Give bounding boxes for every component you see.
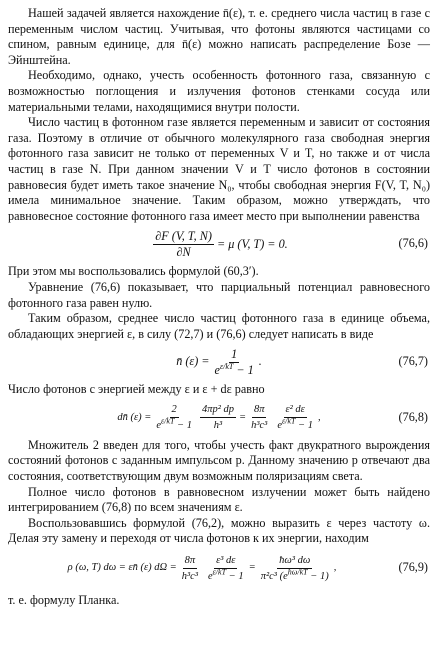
equation-end: , — [333, 562, 337, 574]
equation-lhs: ρ (ω, T) dω = εn̄ (ε) dΩ = — [67, 562, 177, 574]
equation-76-7-formula — [176, 348, 262, 377]
equation-76-9 — [8, 547, 430, 589]
exp-power: ε/kT — [219, 361, 234, 371]
minus-one: − 1 — [310, 570, 326, 582]
denominator-prefix: π²c³ — [260, 570, 277, 582]
exp-base: e — [156, 420, 162, 432]
paragraph-variable-particle-number: Число частиц в фотонном газе является переменным и зависит от состояния газа. Поэтому в отличие от обычного молекулярного газа свободная энергия фотонного газа зависит не только от переменных V и T, но также и от числа частиц в газе N. При данном значении V и T число фотонов в состоянии равновесия будет иметь такое значение N₀, чтобы свободная энергия F(V, T, N₀) имела минимальное значение. Таким образом, можно утверждать, что равновесное состояние фотонного газа имеет место при выполнении равенства — [8, 115, 430, 223]
equation-76-7 — [8, 342, 430, 382]
fraction-numerator: 8π — [183, 554, 198, 569]
exp-base: e — [207, 570, 213, 582]
exp-power: ε/kT — [282, 416, 296, 426]
paragraph-formula-reference: При этом мы воспользовались формулой (60,3′). — [8, 264, 259, 279]
fraction-3 — [249, 403, 269, 432]
minus-one: − 1 — [236, 362, 254, 377]
equals-sign: = — [239, 412, 247, 424]
paragraph-frequency-substitution: Воспользовавшись формулой (76,2), можно выразить ε через частоту ω. Делая эту замену и переходя от числа фотонов к их энергии, находим — [8, 515, 430, 546]
equals-sign: = — [248, 562, 256, 574]
paragraph-zero-potential: Уравнение (76,6) показывает, что парциальный потенциал равновесного фотонного газа равен нулю. — [8, 279, 430, 310]
fraction-3 — [259, 554, 331, 583]
minus-one: − 1 — [228, 570, 244, 582]
fraction-1 — [154, 403, 194, 432]
fraction-denominator — [154, 418, 194, 432]
fraction-2 — [206, 554, 246, 583]
fraction-numerator: 2 — [170, 403, 179, 418]
equation-number: (76,8) — [398, 410, 428, 425]
fraction-denominator: h³ — [213, 420, 223, 432]
exp-base: e — [277, 420, 283, 432]
fraction-denominator — [206, 569, 246, 583]
paragraph-bose-einstein: Нашей задачей является нахождение n̄(ε), т. е. среднего числа частиц в газе с переменным числом частиц. Учитывая, что фотоны являются частицами со спином, равным единице, для n̄(ε) можно написать распределение Бозе — Эйнштейна. — [8, 6, 430, 67]
fraction-denominator — [275, 418, 315, 432]
equation-76-8 — [8, 398, 430, 438]
fraction-denominator: h³c³ — [251, 420, 268, 432]
fraction-numerator: ∂F (V, T, N) — [155, 228, 212, 243]
fraction-4 — [275, 403, 315, 432]
equation-end: . — [258, 354, 262, 369]
fraction-2 — [200, 403, 236, 432]
equation-76-6 — [8, 224, 430, 264]
fraction-numerator: ε³ dε — [214, 554, 237, 569]
equation-number: (76,9) — [398, 560, 428, 575]
paragraph-planck-formula: т. е. формулу Планка. — [8, 593, 120, 608]
equation-76-9-formula — [68, 554, 337, 583]
exp-base: e — [214, 362, 220, 377]
equation-76-6-formula — [150, 230, 287, 259]
equation-lhs: dn̄ (ε) = — [117, 412, 152, 424]
fraction-numerator: 8π — [252, 403, 267, 418]
paragraph-photon-gas-feature: Необходимо, однако, учесть особенность фотонного газа, связанную с возможностью поглощения и излучения фотонов стенками сосуда или материальными телами, находящимися внутри полости. — [8, 68, 430, 114]
fraction-denominator — [213, 363, 256, 377]
equation-number: (76,7) — [398, 354, 428, 369]
fraction-denominator: ∂N — [176, 244, 191, 259]
fraction-numerator: ħω³ dω — [277, 554, 312, 569]
fraction-numerator: ε² dε — [284, 403, 307, 418]
equation-76-8-formula — [117, 403, 320, 432]
bose-fraction — [213, 348, 256, 377]
minus-one: − 1 — [177, 420, 192, 432]
exp-power: ħω/kT — [287, 567, 308, 577]
paragraph-mean-number: Таким образом, среднее число частиц фотонного газа в единице объема, обладающих энергией ε, в силу (72,7) и (76,6) следует написать в виде — [8, 311, 430, 341]
fraction-denominator: π²c³ $(e^{ħ\omega/kT} - 1)$ — [260, 567, 329, 582]
equation-rhs: = μ (V, T) = 0. — [216, 236, 288, 251]
equation-lhs: n̄ (ε) = — [176, 354, 210, 369]
minus-one: − 1 — [298, 420, 313, 432]
equation-number: (76,6) — [398, 236, 428, 251]
partial-derivative-fraction — [153, 230, 214, 259]
fraction-numerator: 4πp² dp — [200, 403, 236, 418]
paragraph-total-number: Полное число фотонов в равновесном излучении может быть найдено интегрированием (76,8) по всем значениям ε. — [8, 484, 430, 515]
fraction-denominator: h³c³ — [181, 570, 198, 582]
equation-end: , — [317, 412, 321, 424]
exp-power: ε/kT — [212, 567, 227, 577]
paragraph-degeneracy-factor: Множитель 2 введен для того, чтобы учесть факт двукратного вырождения состояний фотонов с заданным импульсом p. Данному значению p отвечают два состояния, соответствующим двум возможным поляризациям света. — [8, 437, 430, 484]
fraction-numerator: 1 — [231, 346, 238, 361]
exp-base: e — [283, 570, 288, 582]
fraction-1 — [180, 554, 200, 583]
exp-power: ε/kT — [161, 416, 175, 426]
paragraph-photons-in-interval: Число фотонов с энергией между ε и ε + dε равно — [8, 382, 265, 397]
